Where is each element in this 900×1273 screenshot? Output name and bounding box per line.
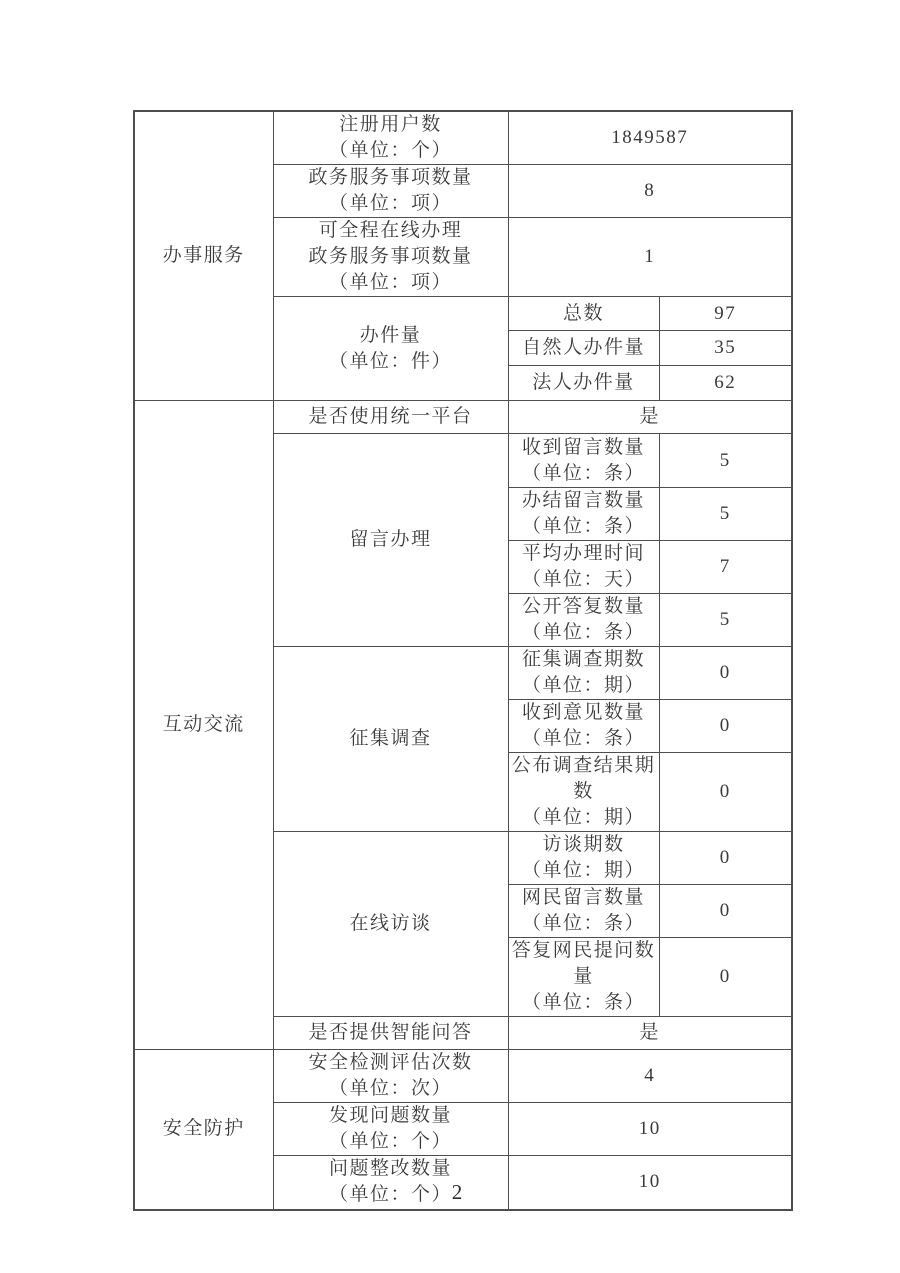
metric-label: 可全程在线办理: [318, 220, 463, 241]
metric-label-cell: [273, 1103, 508, 1156]
submetric-value: 0: [659, 885, 792, 938]
metric-label: 发现问题数量: [328, 1105, 452, 1126]
submetric-label-cell: [508, 434, 659, 488]
submetric-unit: （单位：条）: [521, 516, 645, 537]
metric-unit: （单位：个）: [328, 1184, 452, 1206]
submetric-label-cell: [508, 938, 659, 1017]
metric-value: 1849587: [508, 111, 792, 165]
metric-unit: （单位：次）: [328, 1078, 452, 1099]
submetric-unit: （单位：期）: [521, 860, 645, 881]
submetric-label: 收到留言数量: [521, 436, 645, 458]
submetric-value: 7: [659, 541, 792, 594]
page-number: 2: [451, 1180, 463, 1204]
metric-label-cell: [273, 111, 508, 165]
submetric-label-cell: [508, 647, 659, 700]
submetric-unit: （单位：期）: [521, 807, 645, 828]
submetric-value: 5: [659, 488, 792, 541]
metric-label: 留言办理: [273, 434, 508, 647]
metric-label: 安全检测评估次数: [308, 1052, 473, 1073]
submetric-unit: （单位：期）: [521, 675, 645, 696]
submetric-label: 办结留言数量: [521, 490, 645, 511]
metric-label: 征集调查: [273, 647, 508, 832]
section-label-security: 安全防护: [134, 1050, 273, 1210]
submetric-unit: （单位：天）: [521, 569, 645, 590]
section-label-service: 办事服务: [134, 111, 273, 401]
submetric-value: 0: [659, 647, 792, 700]
submetric-label: 收到意见数量: [521, 702, 645, 723]
submetric-label: 公布调查结果期数: [511, 755, 656, 802]
table-row: [134, 401, 792, 434]
submetric-label-cell: [508, 541, 659, 594]
submetric-label: 总数: [508, 297, 659, 331]
submetric-value: 0: [659, 832, 792, 885]
submetric-label: 自然人办件量: [508, 331, 659, 366]
submetric-value: 0: [659, 938, 792, 1017]
submetric-unit: （单位：条）: [521, 992, 645, 1013]
metric-label: 政务服务事项数量: [308, 246, 473, 267]
submetric-label-cell: [508, 832, 659, 885]
submetric-label: 平均办理时间: [521, 543, 645, 564]
submetric-label: 征集调查期数: [521, 649, 645, 670]
submetric-value: 5: [659, 434, 792, 488]
submetric-label-cell: [508, 753, 659, 832]
metric-unit: （单位：项）: [328, 272, 452, 293]
metric-unit: （单位：项）: [328, 193, 452, 214]
submetric-unit: （单位：条）: [521, 913, 645, 934]
submetric-label-cell: [508, 700, 659, 753]
section-label-interaction: 互动交流: [134, 401, 273, 1050]
metric-unit: （单位：个）: [328, 1131, 452, 1152]
metric-label-cell: [273, 297, 508, 401]
submetric-value: 0: [659, 700, 792, 753]
report-table: [133, 110, 793, 1211]
metric-label: 注册用户数: [339, 114, 442, 135]
table-row: [134, 111, 792, 165]
submetric-value: 97: [659, 297, 792, 331]
metric-label: 问题整改数量: [328, 1158, 452, 1180]
submetric-label: 网民留言数量: [521, 887, 645, 908]
metric-unit: （单位：个）: [328, 140, 452, 161]
submetric-label-cell: [508, 488, 659, 541]
metric-label: 政务服务事项数量: [308, 167, 473, 188]
metric-label: 办件量: [359, 324, 422, 346]
metric-value: 8: [508, 165, 792, 218]
metric-value: 1: [508, 218, 792, 297]
submetric-unit: （单位：条）: [521, 622, 645, 643]
metric-label-cell: [273, 218, 508, 297]
submetric-unit: （单位：条）: [521, 728, 645, 749]
metric-label: 是否使用统一平台: [273, 401, 508, 434]
submetric-value: 0: [659, 753, 792, 832]
submetric-unit: （单位：条）: [521, 462, 645, 484]
submetric-value: 35: [659, 331, 792, 366]
metric-label: 在线访谈: [273, 832, 508, 1017]
submetric-value: 5: [659, 594, 792, 647]
metric-value: 是: [508, 1017, 792, 1050]
submetric-label: 访谈期数: [542, 834, 625, 855]
submetric-label: 法人办件量: [508, 366, 659, 401]
submetric-value: 62: [659, 366, 792, 401]
metric-value: 10: [508, 1103, 792, 1156]
metric-value: 4: [508, 1050, 792, 1103]
table-row: [134, 1050, 792, 1103]
metric-label: 是否提供智能问答: [273, 1017, 508, 1050]
submetric-label-cell: [508, 885, 659, 938]
submetric-label: 答复网民提问数量: [511, 940, 656, 987]
submetric-label-cell: [508, 594, 659, 647]
metric-value: 10: [508, 1156, 792, 1210]
submetric-label: 公开答复数量: [521, 596, 645, 617]
metric-unit: （单位：件）: [328, 350, 452, 372]
metric-value: 是: [508, 401, 792, 434]
metric-label-cell: [273, 165, 508, 218]
metric-label-cell: [273, 1050, 508, 1103]
